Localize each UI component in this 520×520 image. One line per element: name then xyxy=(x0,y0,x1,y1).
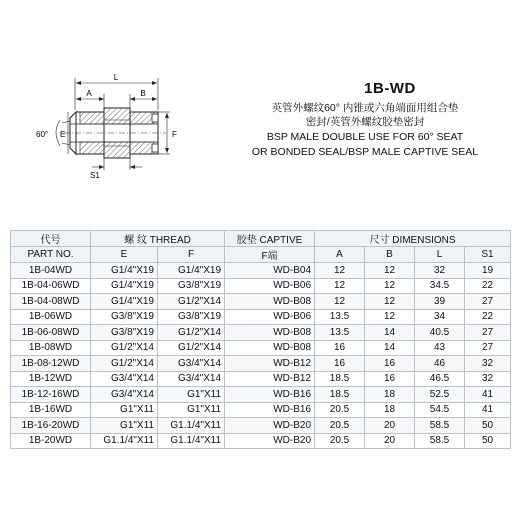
table-row xyxy=(11,387,511,403)
cell-captive: WD-B12 xyxy=(225,371,315,387)
table-row xyxy=(11,402,511,418)
cell-dim-a: 16 xyxy=(315,356,365,372)
cell-thread-f: G1/2"X14 xyxy=(158,325,225,341)
cell-dim-b: 18 xyxy=(365,387,415,403)
cell-captive: WD-B06 xyxy=(225,278,315,294)
cell-dim-l: 40.5 xyxy=(415,325,465,341)
cell-thread-f: G1"X11 xyxy=(158,402,225,418)
cell-dim-s1: 27 xyxy=(465,340,511,356)
description-en-line-2: OR BONDED SEAL/BSP MALE CAPTIVE SEAL xyxy=(251,146,479,158)
header-row-bottom xyxy=(11,247,511,263)
table-row xyxy=(11,418,511,434)
label-b: B xyxy=(140,89,146,98)
cell-captive: WD-B06 xyxy=(225,309,315,325)
cell-dim-s1: 50 xyxy=(465,418,511,434)
cell-part-no: 1B-08-12WD xyxy=(11,356,91,372)
label-e: E xyxy=(60,130,66,139)
header-dimensions: 尺寸 DIMENSIONS xyxy=(315,231,511,247)
cell-captive: WD-B08 xyxy=(225,325,315,341)
cell-part-no: 1B-12-16WD xyxy=(11,387,91,403)
cell-dim-b: 18 xyxy=(365,402,415,418)
cell-thread-e: G3/8"X19 xyxy=(91,309,158,325)
cell-captive: WD-B20 xyxy=(225,418,315,434)
table-row xyxy=(11,325,511,341)
header-f: F xyxy=(158,247,225,263)
cell-dim-a: 12 xyxy=(315,294,365,310)
cell-captive: WD-B16 xyxy=(225,387,315,403)
description-cn-line-2: 密封/英管外螺纹胶垫密封 xyxy=(305,116,425,128)
table-row xyxy=(11,278,511,294)
dimension-s1 xyxy=(90,158,142,180)
cell-dim-s1: 27 xyxy=(465,325,511,341)
cell-captive: WD-B20 xyxy=(225,433,315,449)
label-s1: S1 xyxy=(90,171,100,180)
cell-dim-a: 13.5 xyxy=(315,309,365,325)
header-thread: 螺 纹 THREAD xyxy=(91,231,225,247)
cell-thread-e: G1/4"X19 xyxy=(91,278,158,294)
cell-thread-e: G1"X11 xyxy=(91,402,158,418)
cell-part-no: 1B-04WD xyxy=(11,263,91,279)
cell-thread-f: G3/4"X14 xyxy=(158,371,225,387)
header-s1: S1 xyxy=(465,247,511,263)
cell-dim-s1: 22 xyxy=(465,278,511,294)
cell-captive: WD-B08 xyxy=(225,340,315,356)
cell-dim-b: 20 xyxy=(365,433,415,449)
label-a: A xyxy=(86,89,92,98)
cell-dim-l: 58.5 xyxy=(415,418,465,434)
cell-part-no: 1B-12WD xyxy=(11,371,91,387)
cell-dim-l: 32 xyxy=(415,263,465,279)
cell-dim-s1: 22 xyxy=(465,309,511,325)
cell-dim-a: 13.5 xyxy=(315,325,365,341)
cell-dim-a: 18.5 xyxy=(315,387,365,403)
cell-dim-a: 20.5 xyxy=(315,418,365,434)
table-row xyxy=(11,340,511,356)
table-row xyxy=(11,433,511,449)
description-en-line-1: BSP MALE DOUBLE USE FOR 60° SEAT xyxy=(266,131,464,143)
cell-thread-e: G1/2"X14 xyxy=(91,340,158,356)
cell-thread-f: G1/2"X14 xyxy=(158,294,225,310)
table-row xyxy=(11,309,511,325)
cell-dim-b: 14 xyxy=(365,325,415,341)
cell-part-no: 1B-08WD xyxy=(11,340,91,356)
cell-part-no: 1B-04-08WD xyxy=(11,294,91,310)
cell-part-no: 1B-04-06WD xyxy=(11,278,91,294)
cell-captive: WD-B16 xyxy=(225,402,315,418)
cell-thread-f: G3/4"X14 xyxy=(158,356,225,372)
cell-thread-e: G1/2"X14 xyxy=(91,356,158,372)
cell-dim-b: 16 xyxy=(365,356,415,372)
cell-thread-f: G1"X11 xyxy=(158,387,225,403)
cell-dim-b: 16 xyxy=(365,371,415,387)
cell-dim-s1: 27 xyxy=(465,294,511,310)
table-row xyxy=(11,294,511,310)
table-row xyxy=(11,263,511,279)
cell-dim-b: 14 xyxy=(365,340,415,356)
cell-thread-e: G1.1/4"X11 xyxy=(91,433,158,449)
spec-table xyxy=(10,230,511,449)
model-code: 1B-WD xyxy=(364,80,416,97)
description-cn-line-1: 英管外螺纹60° 内锥或六角端面用组合垫 xyxy=(271,102,459,114)
cell-dim-a: 16 xyxy=(315,340,365,356)
header-e: E xyxy=(91,247,158,263)
cell-thread-f: G3/8"X19 xyxy=(158,309,225,325)
cell-thread-f: G1.1/4"X11 xyxy=(158,418,225,434)
cell-dim-l: 52.5 xyxy=(415,387,465,403)
cell-dim-l: 34.5 xyxy=(415,278,465,294)
cell-captive: WD-B12 xyxy=(225,356,315,372)
cell-dim-s1: 32 xyxy=(465,371,511,387)
header-captive: 胶垫 CAPTIVE xyxy=(225,231,315,247)
cell-dim-b: 12 xyxy=(365,278,415,294)
cell-dim-l: 34 xyxy=(415,309,465,325)
cell-part-no: 1B-20WD xyxy=(11,433,91,449)
cell-thread-f: G1/4"X19 xyxy=(158,263,225,279)
header-l: L xyxy=(415,247,465,263)
cell-thread-e: G3/4"X14 xyxy=(91,371,158,387)
cell-dim-a: 20.5 xyxy=(315,433,365,449)
cell-dim-a: 20.5 xyxy=(315,402,365,418)
cell-dim-a: 12 xyxy=(315,278,365,294)
header-f-end: F端 xyxy=(225,247,315,263)
cell-dim-l: 43 xyxy=(415,340,465,356)
cell-thread-e: G1/4"X19 xyxy=(91,263,158,279)
cell-dim-s1: 41 xyxy=(465,387,511,403)
cell-thread-e: G1/4"X19 xyxy=(91,294,158,310)
cell-part-no: 1B-06-08WD xyxy=(11,325,91,341)
cell-dim-b: 12 xyxy=(365,294,415,310)
header-part-en: PART NO. xyxy=(11,247,91,263)
cell-dim-a: 18.5 xyxy=(315,371,365,387)
label-l: L xyxy=(113,73,119,82)
cell-dim-s1: 32 xyxy=(465,356,511,372)
header-row-top xyxy=(11,231,511,247)
header-b: B xyxy=(365,247,415,263)
label-angle: 60° xyxy=(36,130,49,139)
table-row xyxy=(11,356,511,372)
cell-part-no: 1B-16-20WD xyxy=(11,418,91,434)
cell-thread-f: G3/8"X19 xyxy=(158,278,225,294)
cell-dim-b: 20 xyxy=(365,418,415,434)
cell-thread-e: G1"X11 xyxy=(91,418,158,434)
cell-dim-a: 12 xyxy=(315,263,365,279)
cell-thread-e: G3/4"X14 xyxy=(91,387,158,403)
header-part-cn: 代号 xyxy=(11,231,91,247)
header-a: A xyxy=(315,247,365,263)
cell-thread-f: G1/2"X14 xyxy=(158,340,225,356)
cell-dim-s1: 41 xyxy=(465,402,511,418)
cell-dim-s1: 50 xyxy=(465,433,511,449)
dimension-b xyxy=(104,89,157,110)
label-f: F xyxy=(172,130,177,139)
cell-captive: WD-B04 xyxy=(225,263,315,279)
table-row xyxy=(11,371,511,387)
cell-captive: WD-B08 xyxy=(225,294,315,310)
cell-dim-b: 12 xyxy=(365,263,415,279)
cell-dim-b: 12 xyxy=(365,309,415,325)
cell-thread-e: G3/8"X19 xyxy=(91,325,158,341)
fitting-drawing xyxy=(30,70,230,190)
cell-dim-l: 54.5 xyxy=(415,402,465,418)
cell-dim-s1: 19 xyxy=(465,263,511,279)
cell-dim-l: 46.5 xyxy=(415,371,465,387)
cell-dim-l: 58.5 xyxy=(415,433,465,449)
cell-dim-l: 39 xyxy=(415,294,465,310)
cell-dim-l: 46 xyxy=(415,356,465,372)
dimension-a xyxy=(76,89,104,101)
cell-part-no: 1B-16WD xyxy=(11,402,91,418)
cell-thread-f: G1.1/4"X11 xyxy=(158,433,225,449)
cell-part-no: 1B-06WD xyxy=(11,309,91,325)
